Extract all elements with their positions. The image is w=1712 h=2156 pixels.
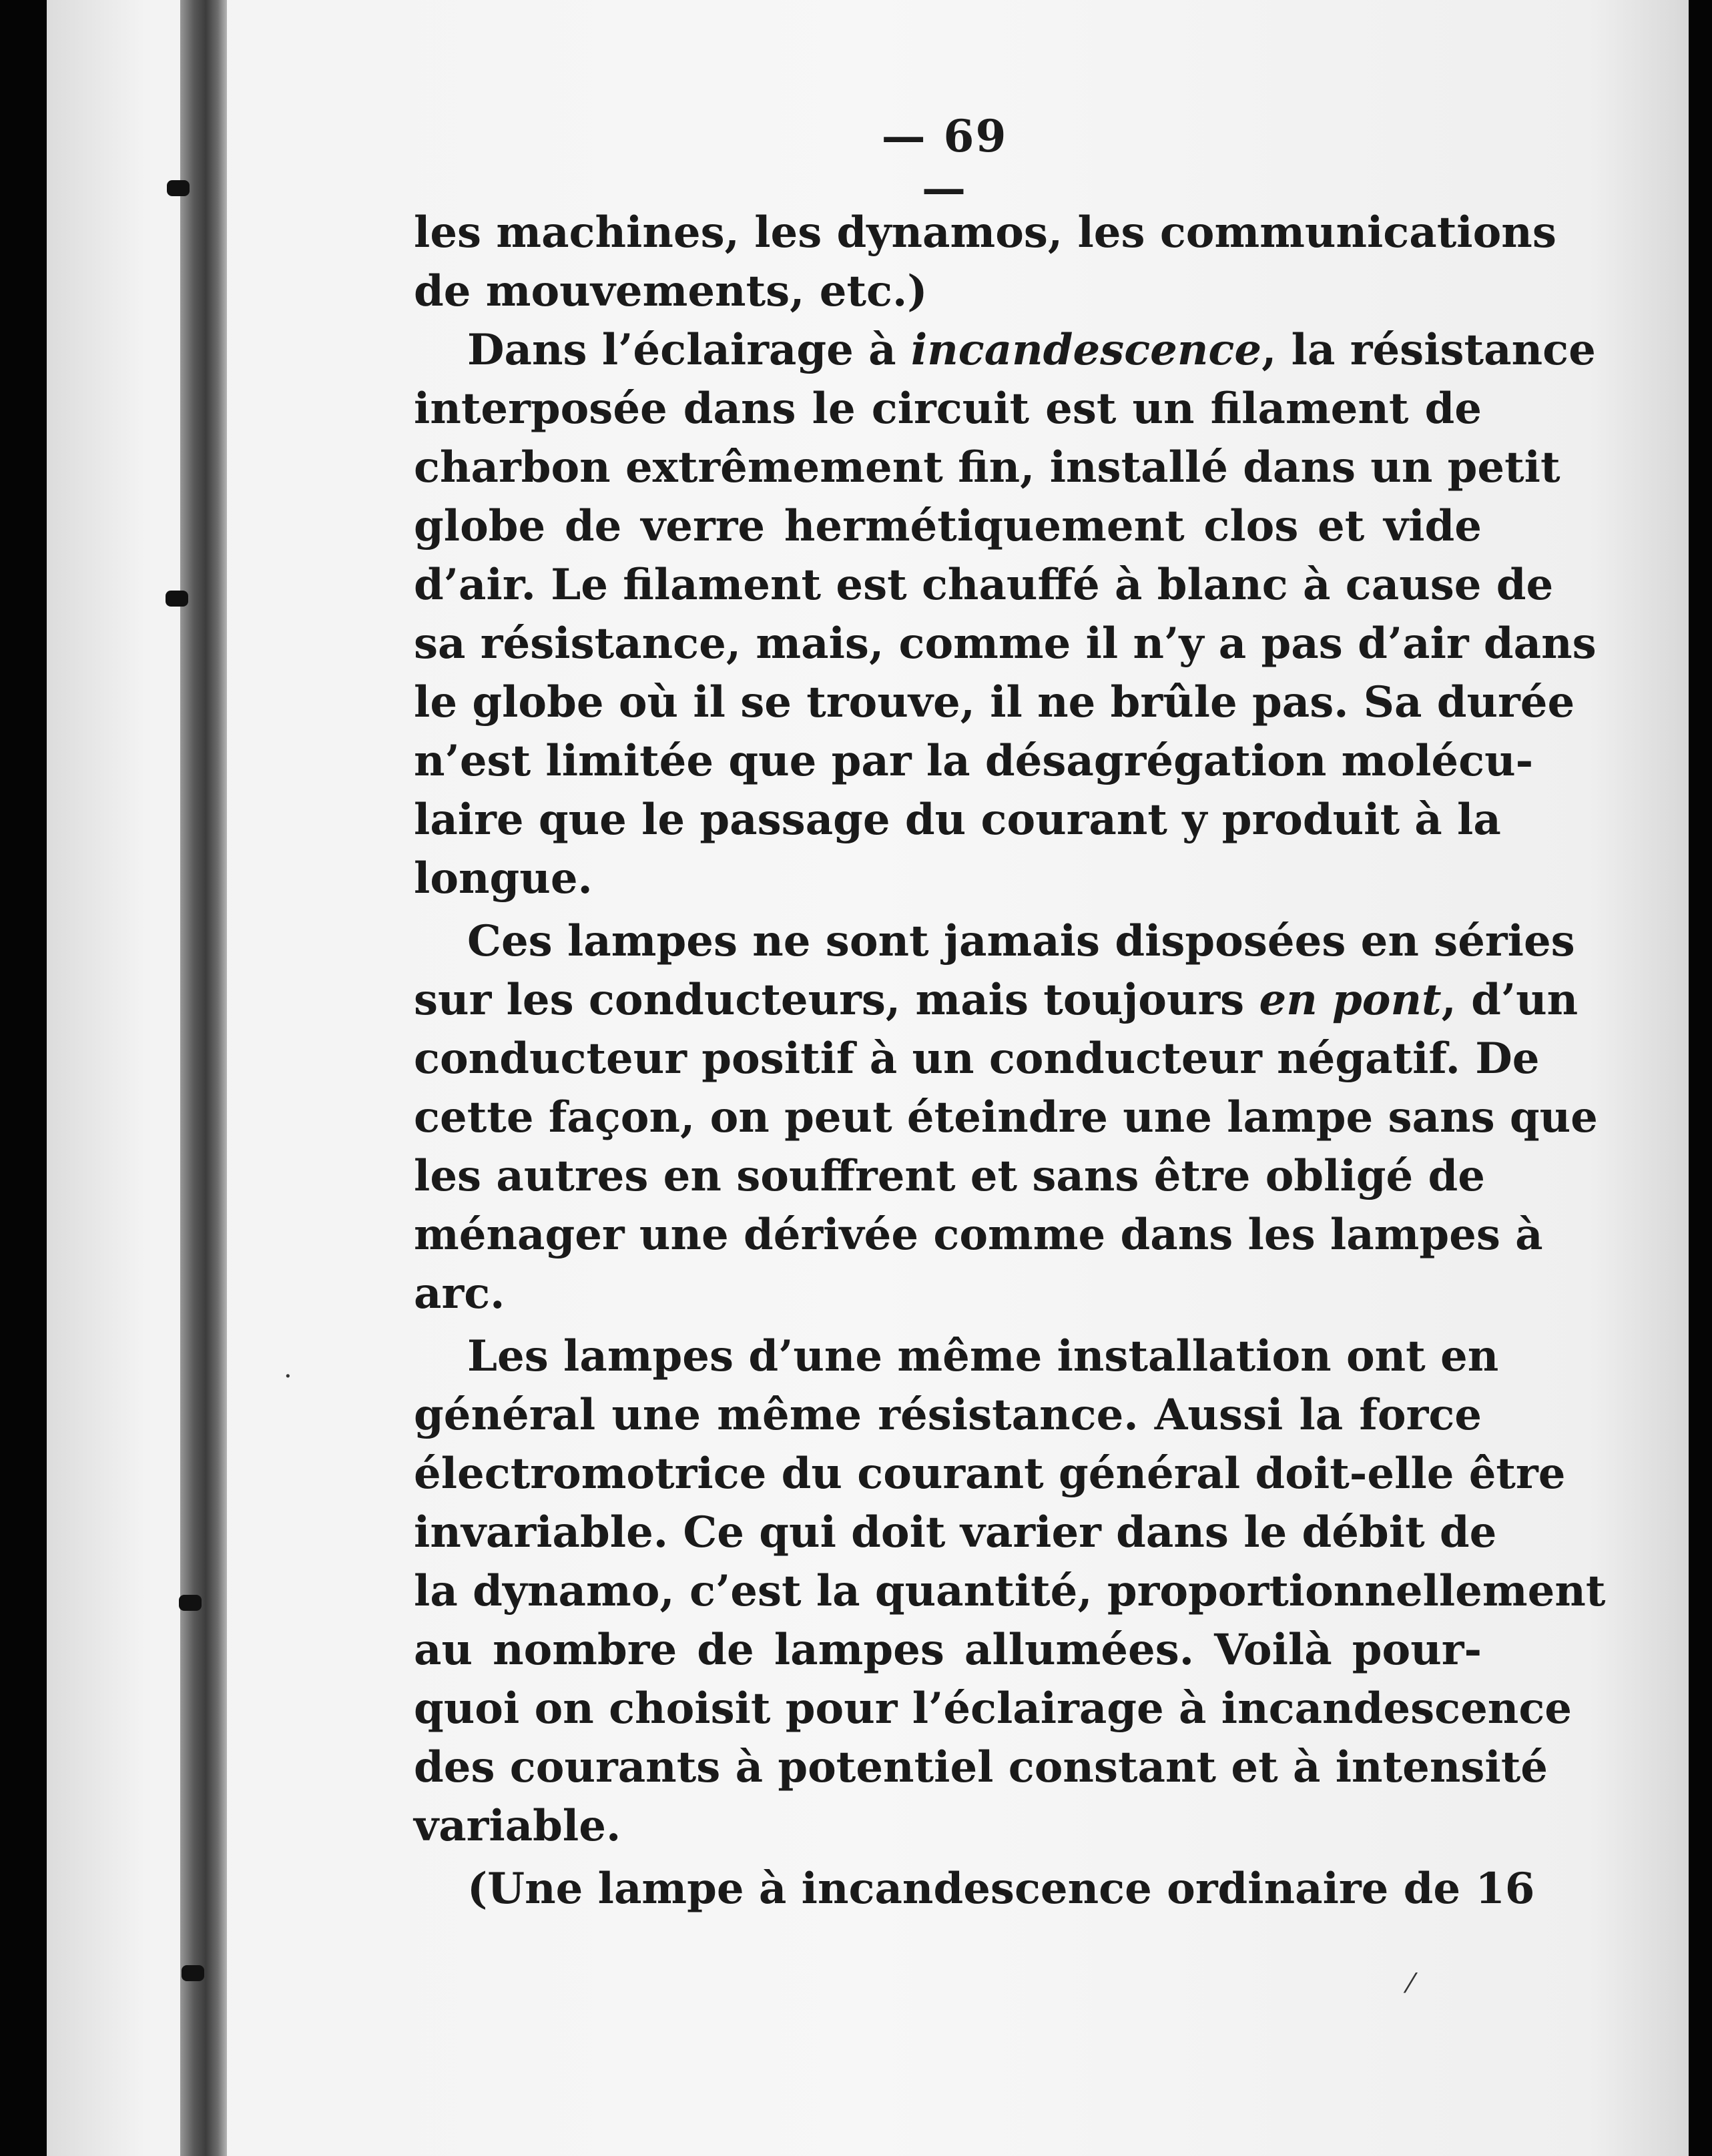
text-line: invariable. Ce qui doit varier dans le débit de xyxy=(414,1507,1497,1557)
binding-stitch-mark xyxy=(166,591,188,607)
text-line xyxy=(414,971,1579,1030)
text-line: n’est limitée que par la désagrégation molécu- xyxy=(414,736,1534,786)
text-line: laire que le passage du courant y produit à la xyxy=(414,795,1501,845)
binding-stitch-mark xyxy=(182,1965,204,1981)
text-segment: sur les conducteurs, mais toujours xyxy=(414,975,1259,1025)
stray-ink-dot: · xyxy=(284,1361,292,1392)
stray-ink-mark: ⁄ xyxy=(1408,1968,1413,1999)
text-line: de mouvements, etc.) xyxy=(414,266,928,316)
text-line: conducteur positif à un conducteur négatif. De xyxy=(414,1034,1540,1084)
text-line: Les lampes d’une même installation ont en xyxy=(467,1331,1499,1381)
text-segment: , d’un xyxy=(1441,975,1579,1025)
text-line: sa résistance, mais, comme il n’y a pas d’air dans xyxy=(414,619,1597,669)
text-line: variable. xyxy=(414,1801,621,1851)
italic-term: en pont xyxy=(1259,975,1442,1025)
text-line: Ces lampes ne sont jamais disposées en séries xyxy=(467,916,1575,966)
text-segment: , la résistance xyxy=(1261,325,1596,375)
text-line: la dynamo, c’est la quantité, proportionnellement xyxy=(414,1566,1606,1616)
italic-term: incandescence xyxy=(910,325,1262,375)
page-number: — 69 — xyxy=(881,110,1008,214)
text-line: le globe où il se trouve, il ne brûle pas. Sa durée xyxy=(414,677,1575,727)
binding-stitch-mark xyxy=(167,180,190,196)
text-line: les autres en souffrent et sans être obligé de xyxy=(414,1151,1485,1201)
text-segment: Dans l’éclairage à xyxy=(467,325,911,375)
text-line xyxy=(414,321,1596,380)
text-line: au nombre de lampes allumées. Voilà pour- xyxy=(414,1625,1482,1675)
text-line: électromotrice du courant général doit-elle être xyxy=(414,1449,1566,1499)
text-line: globe de verre hermétiquement clos et vide xyxy=(414,501,1482,551)
text-line: cette façon, on peut éteindre une lampe sans que xyxy=(414,1092,1598,1142)
text-line: (Une lampe à incandescence ordinaire de 16 xyxy=(467,1864,1535,1914)
text-line: charbon extrêmement fin, installé dans un petit xyxy=(414,442,1560,492)
text-line: quoi on choisit pour l’éclairage à incandescence xyxy=(414,1684,1572,1734)
page-binding-gutter xyxy=(180,0,227,2156)
body-text xyxy=(414,204,1606,1918)
binding-stitch-mark xyxy=(179,1595,202,1611)
text-line: ménager une dérivée comme dans les lampes à xyxy=(414,1210,1543,1260)
text-line: des courants à potentiel constant et à intensité xyxy=(414,1742,1548,1792)
text-line: longue. xyxy=(414,853,593,904)
text-line: les machines, les dynamos, les communications xyxy=(414,208,1556,258)
text-line: d’air. Le filament est chauffé à blanc à cause de xyxy=(414,560,1554,610)
text-line: arc. xyxy=(414,1269,505,1319)
text-line: général une même résistance. Aussi la force xyxy=(414,1390,1482,1440)
text-line: interposée dans le circuit est un filament de xyxy=(414,384,1482,434)
